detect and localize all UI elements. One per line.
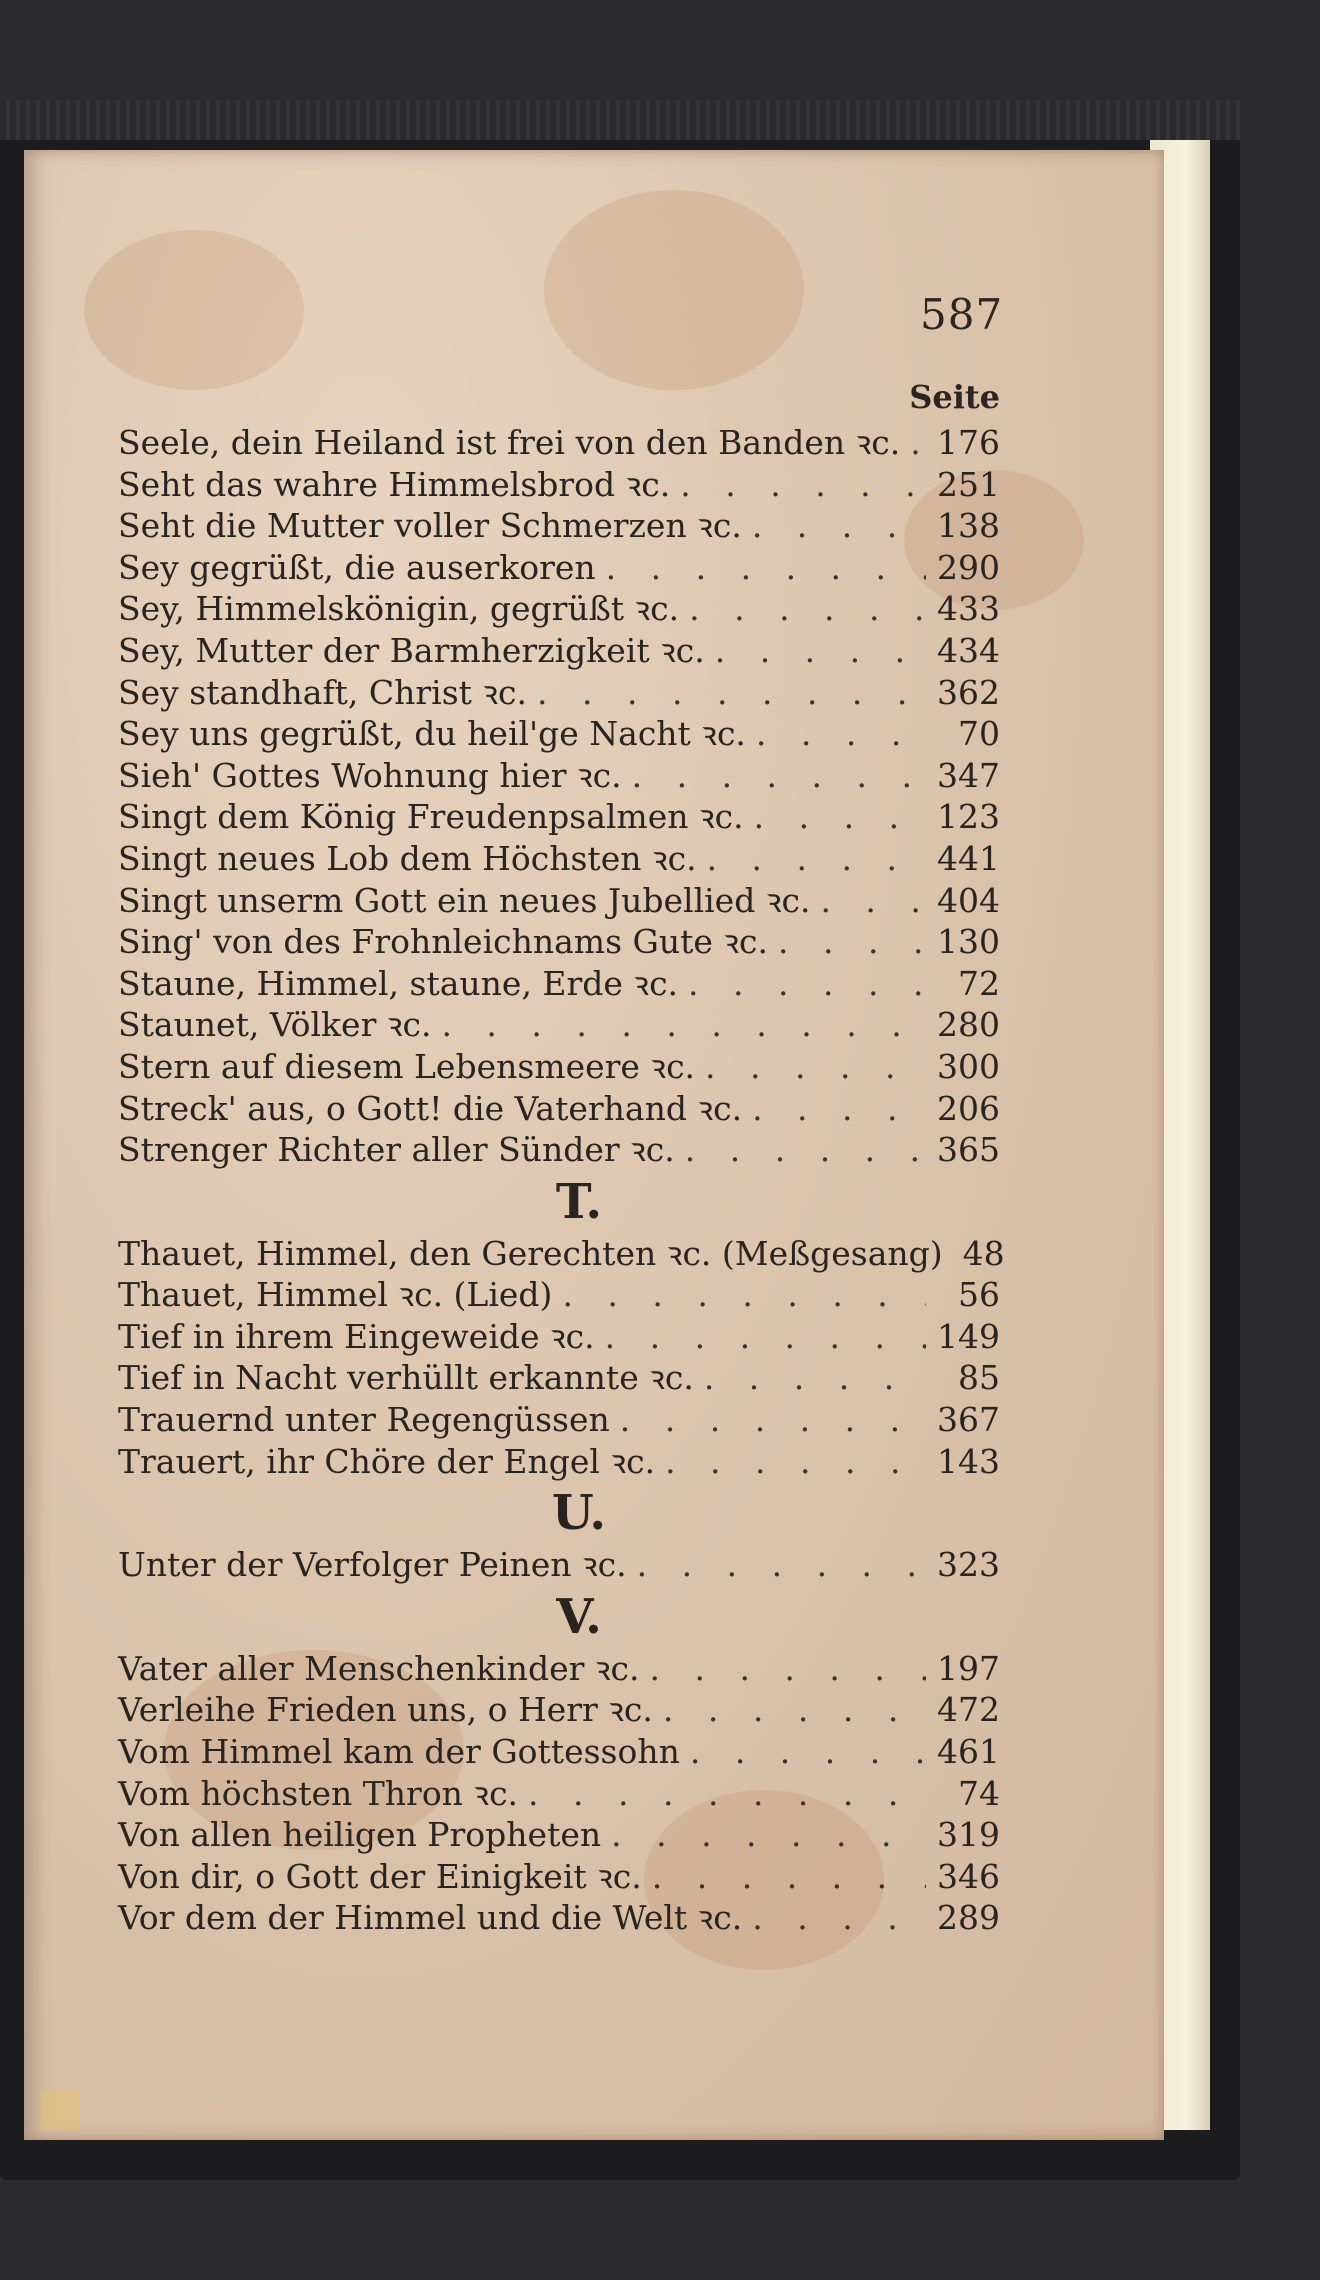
foxing-stain bbox=[544, 190, 804, 390]
leader-dots bbox=[707, 838, 926, 880]
entry-page-number: 434 bbox=[937, 630, 1000, 670]
entry-page-number: 347 bbox=[937, 755, 1000, 795]
leader-dots bbox=[649, 1648, 926, 1690]
entry-page-number: 56 bbox=[958, 1275, 1000, 1315]
leader-dots bbox=[752, 1897, 926, 1939]
entry-page-number: 72 bbox=[958, 963, 1000, 1003]
entry-title: Sey, Himmelskönigin, gegrüßt ꝛc. bbox=[118, 589, 680, 629]
entry-title: Von allen heiligen Propheten bbox=[118, 1815, 602, 1855]
foxing-stain bbox=[84, 230, 304, 390]
index-entry bbox=[118, 1399, 1000, 1441]
leader-dots bbox=[820, 880, 926, 922]
leader-dots bbox=[704, 1357, 926, 1399]
entry-title: Singt neues Lob dem Höchsten ꝛc. bbox=[118, 838, 697, 878]
page-tab-marker bbox=[40, 2090, 80, 2130]
leader-dots bbox=[754, 796, 926, 838]
entry-title: Thauet, Himmel, den Gerechten ꝛc. (Meßgesang) bbox=[118, 1233, 943, 1273]
index-entry bbox=[118, 1897, 1000, 1939]
page-column-header: Seite bbox=[909, 378, 1000, 416]
index-entry bbox=[118, 796, 1000, 838]
index-entry bbox=[118, 1129, 1000, 1171]
entry-title: Sey, Mutter der Barmherzigkeit ꝛc. bbox=[118, 630, 705, 670]
entry-title: Staunet, Völker ꝛc. bbox=[118, 1005, 432, 1045]
entry-title: Vom Himmel kam der Gottessohn bbox=[118, 1732, 680, 1772]
entry-page-number: 85 bbox=[958, 1358, 1000, 1398]
index-entry bbox=[118, 1088, 1000, 1130]
entry-title: Sey standhaft, Christ ꝛc. bbox=[118, 672, 528, 712]
index-entry bbox=[118, 755, 1000, 797]
entry-page-number: 48 bbox=[962, 1233, 1005, 1273]
leader-dots bbox=[685, 1129, 926, 1171]
index-entry bbox=[118, 1004, 1000, 1046]
section-letter: V. bbox=[556, 1588, 602, 1645]
index-list bbox=[118, 422, 1005, 1939]
leader-dots bbox=[441, 1004, 926, 1046]
index-entry bbox=[118, 1856, 1000, 1898]
leader-dots bbox=[756, 713, 926, 755]
entry-page-number: 367 bbox=[937, 1400, 1000, 1440]
entry-title: Seht die Mutter voller Schmerzen ꝛc. bbox=[118, 506, 742, 546]
leader-dots bbox=[637, 1544, 926, 1586]
entry-title: Vom höchsten Thron ꝛc. bbox=[118, 1773, 519, 1813]
entry-page-number: 206 bbox=[937, 1088, 1000, 1128]
entry-title: Strenger Richter aller Sünder ꝛc. bbox=[118, 1130, 675, 1170]
leader-dots bbox=[910, 422, 926, 464]
index-entry bbox=[118, 1689, 1000, 1731]
index-entry bbox=[118, 1648, 1000, 1690]
leader-dots bbox=[690, 1731, 926, 1773]
entry-title: Trauert, ihr Chöre der Engel ꝛc. bbox=[118, 1441, 656, 1481]
section-letter: T. bbox=[555, 1173, 603, 1230]
index-entry bbox=[118, 1544, 1000, 1586]
entry-title: Thauet, Himmel ꝛc. (Lied) bbox=[118, 1275, 553, 1315]
entry-page-number: 130 bbox=[937, 922, 1000, 962]
entry-page-number: 441 bbox=[937, 838, 1000, 878]
index-entry bbox=[118, 547, 1000, 589]
index-entry bbox=[118, 963, 1000, 1005]
entry-title: Vater aller Menschenkinder ꝛc. bbox=[118, 1648, 640, 1688]
leader-dots bbox=[715, 630, 926, 672]
index-entry bbox=[118, 1316, 1000, 1358]
entry-page-number: 300 bbox=[937, 1046, 1000, 1086]
index-entry bbox=[118, 713, 1000, 755]
leader-dots bbox=[705, 1046, 926, 1088]
entry-title: Vor dem der Himmel und die Welt ꝛc. bbox=[118, 1898, 743, 1938]
entry-page-number: 365 bbox=[937, 1130, 1000, 1170]
entry-title: Seht das wahre Himmelsbrod ꝛc. bbox=[118, 464, 671, 504]
entry-title: Tief in ihrem Eingeweide ꝛc. bbox=[118, 1316, 595, 1356]
entry-title: Sing' von des Frohnleichnams Gute ꝛc. bbox=[118, 922, 769, 962]
leader-dots bbox=[620, 1399, 926, 1441]
entry-page-number: 404 bbox=[937, 880, 1000, 920]
index-entry bbox=[118, 1233, 1005, 1275]
entry-page-number: 176 bbox=[937, 423, 1000, 462]
entry-title: Singt dem König Freudenpsalmen ꝛc. bbox=[118, 797, 744, 837]
entry-page-number: 290 bbox=[937, 547, 1000, 587]
index-entry bbox=[118, 1357, 1000, 1399]
entry-title: Sey uns gegrüßt, du heil'ge Nacht ꝛc. bbox=[118, 714, 746, 754]
entry-page-number: 197 bbox=[937, 1648, 1000, 1688]
leader-dots bbox=[680, 464, 926, 506]
entry-page-number: 143 bbox=[937, 1441, 1000, 1481]
leader-dots bbox=[752, 1088, 926, 1130]
leader-dots bbox=[537, 672, 926, 714]
index-entry bbox=[118, 1046, 1000, 1088]
leader-dots bbox=[606, 547, 926, 589]
leader-dots bbox=[632, 755, 926, 797]
entry-page-number: 289 bbox=[937, 1898, 1000, 1938]
leader-dots bbox=[752, 505, 926, 547]
index-entry bbox=[118, 422, 1000, 464]
entry-title: Singt unserm Gott ein neues Jubellied ꝛc. bbox=[118, 880, 811, 920]
index-entry bbox=[118, 1274, 1000, 1316]
index-entry bbox=[118, 1731, 1000, 1773]
entry-title: Tief in Nacht verhüllt erkannte ꝛc. bbox=[118, 1358, 694, 1398]
leader-dots bbox=[528, 1773, 926, 1815]
entry-page-number: 362 bbox=[937, 672, 1000, 712]
index-entry bbox=[118, 838, 1000, 880]
entry-page-number: 70 bbox=[958, 714, 1000, 754]
entry-title: Sey gegrüßt, die auserkoren bbox=[118, 547, 596, 587]
entry-page-number: 251 bbox=[937, 464, 1000, 504]
index-entry bbox=[118, 1814, 1000, 1856]
entry-page-number: 472 bbox=[937, 1690, 1000, 1730]
entry-title: Unter der Verfolger Peinen ꝛc. bbox=[118, 1545, 627, 1585]
leader-dots bbox=[611, 1814, 926, 1856]
leader-dots bbox=[652, 1856, 926, 1898]
entry-title: Stern auf diesem Lebensmeere ꝛc. bbox=[118, 1046, 696, 1086]
leader-dots bbox=[778, 921, 926, 963]
page-number: 587 bbox=[920, 290, 1004, 339]
leader-dots bbox=[688, 963, 926, 1005]
leader-dots bbox=[605, 1316, 926, 1358]
entry-page-number: 74 bbox=[958, 1773, 1000, 1813]
entry-page-number: 461 bbox=[937, 1732, 1000, 1772]
index-entry bbox=[118, 672, 1000, 714]
leader-dots bbox=[665, 1441, 926, 1483]
entry-page-number: 319 bbox=[937, 1815, 1000, 1855]
entry-page-number: 149 bbox=[937, 1316, 1000, 1356]
index-entry bbox=[118, 505, 1000, 547]
entry-title: Verleihe Frieden uns, o Herr ꝛc. bbox=[118, 1690, 653, 1730]
index-entry bbox=[118, 588, 1000, 630]
entry-title: Von dir, o Gott der Einigkeit ꝛc. bbox=[118, 1856, 642, 1896]
cover-edge bbox=[0, 100, 1240, 140]
entry-title: Seele, dein Heiland ist frei von den Banden ꝛc. bbox=[118, 423, 901, 462]
index-entry bbox=[118, 1441, 1000, 1483]
entry-page-number: 123 bbox=[937, 797, 1000, 837]
entry-title: Trauernd unter Regengüssen bbox=[118, 1400, 610, 1440]
index-entry bbox=[118, 880, 1000, 922]
leader-dots bbox=[562, 1274, 926, 1316]
leader-dots bbox=[689, 588, 926, 630]
entry-page-number: 280 bbox=[937, 1005, 1000, 1045]
index-entry bbox=[118, 464, 1000, 506]
entry-page-number: 433 bbox=[937, 589, 1000, 629]
leader-dots bbox=[663, 1689, 926, 1731]
entry-title: Sieh' Gottes Wohnung hier ꝛc. bbox=[118, 755, 622, 795]
entry-title: Streck' aus, o Gott! die Vaterhand ꝛc. bbox=[118, 1088, 743, 1128]
entry-page-number: 346 bbox=[937, 1856, 1000, 1896]
entry-title: Staune, Himmel, staune, Erde ꝛc. bbox=[118, 963, 679, 1003]
index-entry bbox=[118, 630, 1000, 672]
index-entry bbox=[118, 1773, 1000, 1815]
index-entry bbox=[118, 921, 1000, 963]
entry-page-number: 138 bbox=[937, 506, 1000, 546]
section-letter: U. bbox=[551, 1485, 607, 1542]
entry-page-number: 323 bbox=[937, 1545, 1000, 1585]
